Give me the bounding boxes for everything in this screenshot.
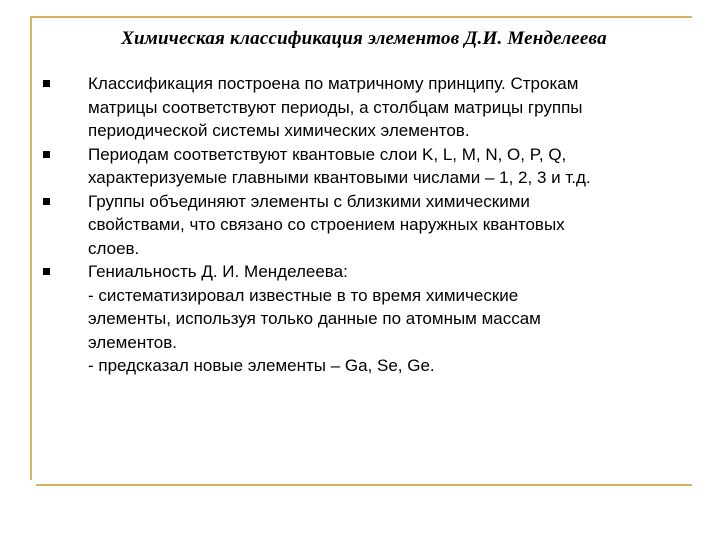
- bottom-accent-rule: [36, 484, 692, 486]
- bullet-text-line: Группы объединяют элементы с близкими химическими: [88, 191, 530, 211]
- bullet-text-line: свойствами, что связано со строением наружных квантовых: [88, 215, 565, 234]
- bullet-text-line: Классификация построена по матричному принципу. Строкам: [88, 74, 579, 93]
- square-bullet-icon: [43, 268, 50, 275]
- bullet-item: [42, 72, 682, 143]
- bullet-text-line: - систематизировал известные в то время химические: [88, 285, 519, 305]
- slide-title: Химическая классификация элементов Д.И. Менделеева: [121, 28, 607, 49]
- bullet-item: [42, 260, 682, 378]
- bullet-item: [42, 143, 682, 190]
- bullet-text-line: слоев.: [88, 238, 140, 258]
- top-accent-rule: [30, 16, 692, 18]
- square-bullet-icon: [43, 151, 50, 158]
- bullet-text-line: элементов.: [88, 332, 178, 352]
- square-bullet-icon: [43, 80, 50, 87]
- bullet-item: [42, 190, 682, 261]
- bullet-text-line: Гениальность Д. И. Менделеева:: [88, 262, 348, 281]
- square-bullet-icon: [43, 198, 50, 205]
- bullet-text-line: элементы, используя только данные по атомным массам: [88, 309, 541, 328]
- bullet-text-line: характеризуемые главными квантовыми числами – 1, 2, 3 и т.д.: [88, 168, 591, 187]
- left-accent-rule: [30, 16, 32, 480]
- bullet-text-line: Периодам соответствуют квантовые слои K, L, M, N, O, P, Q,: [88, 144, 567, 164]
- bullet-text-line: - предсказал новые элементы – Ga, Se, Ge.: [88, 356, 435, 375]
- bullet-list: [42, 72, 682, 378]
- bullet-text-line: матрицы соответствуют периоды, а столбцам матрицы группы: [88, 97, 583, 117]
- bullet-text-line: периодической системы химических элементов.: [88, 121, 470, 140]
